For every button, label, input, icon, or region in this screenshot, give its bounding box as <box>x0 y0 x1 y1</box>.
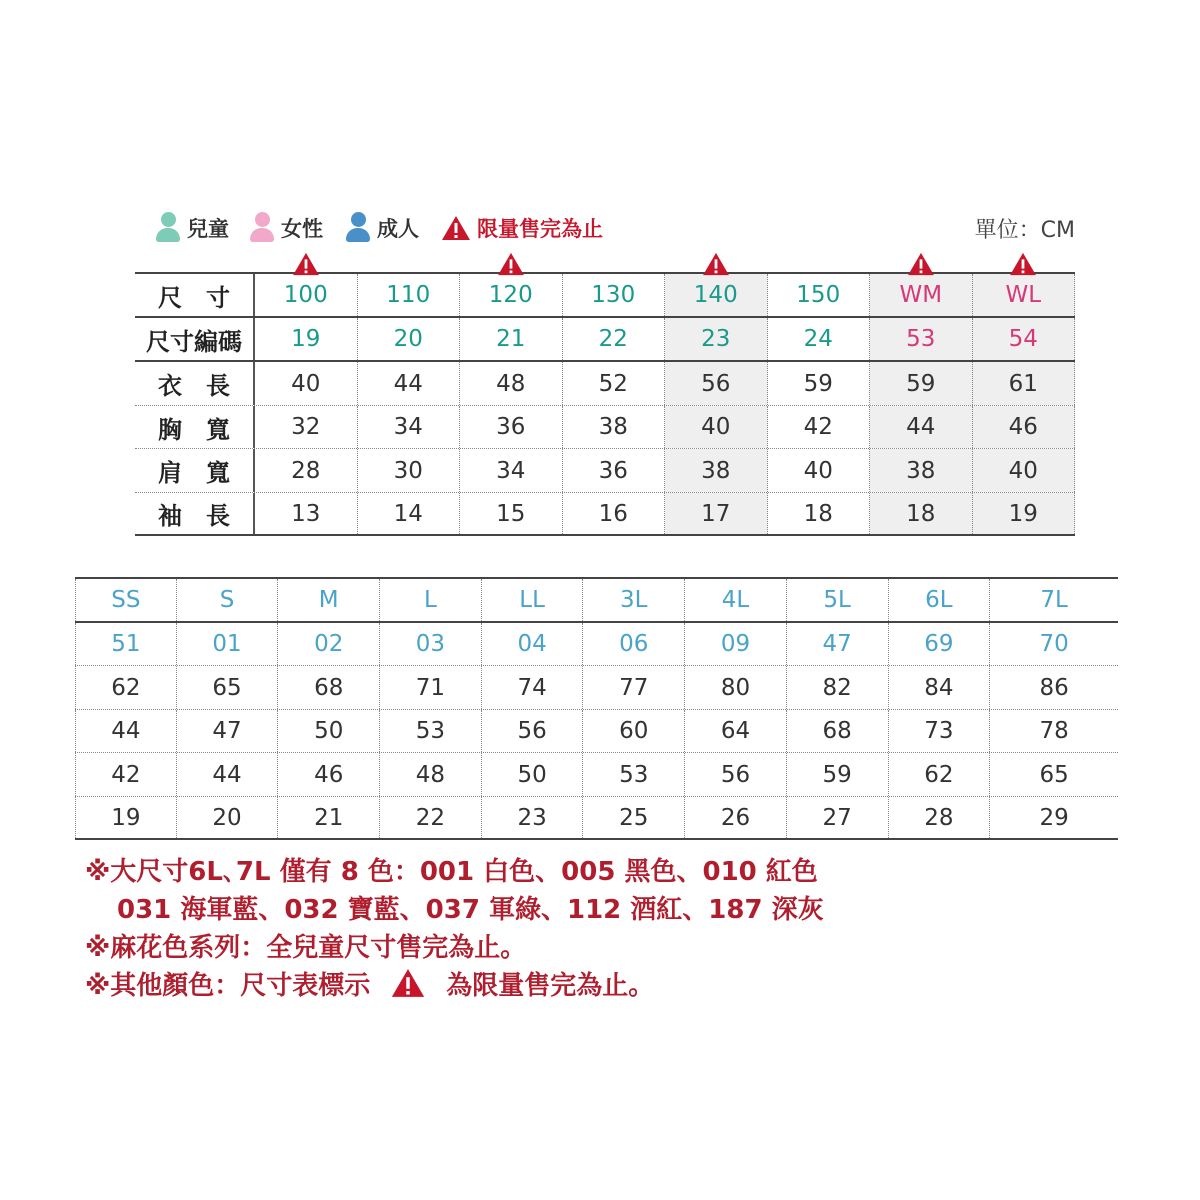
adult-size-cell: 4L <box>685 579 787 621</box>
legend-adult <box>345 208 419 248</box>
warning-icon <box>496 252 526 276</box>
chest-cell: 46 <box>973 406 1076 448</box>
legend-limited-label: 限量售完為止 <box>477 217 603 241</box>
sleeve-cell: 15 <box>460 493 563 534</box>
length-cell: 59 <box>870 362 973 405</box>
shoulder-cell: 38 <box>870 449 973 492</box>
adult-chest-cell: 64 <box>685 710 787 752</box>
legend-female <box>249 208 323 248</box>
adult-chest-cell: 50 <box>278 710 380 752</box>
adult-length-cell: 77 <box>583 666 685 709</box>
row-label-chest: 胸 寬 <box>135 406 255 448</box>
sleeve-cell: 16 <box>563 493 666 534</box>
adult-sleeve-cell: 20 <box>177 797 279 838</box>
chest-cell: 44 <box>870 406 973 448</box>
adult-code-cell: 51 <box>75 623 177 665</box>
adult-shoulder-cell: 62 <box>889 753 991 796</box>
warning-icon <box>701 252 731 276</box>
length-cell: 61 <box>973 362 1076 405</box>
sleeve-cell: 13 <box>255 493 358 534</box>
chest-row <box>135 405 1075 448</box>
adult-size-cell: M <box>278 579 380 621</box>
adult-sleeve-cell: 19 <box>75 797 177 838</box>
shoulder-cell: 40 <box>768 449 871 492</box>
adult-shoulder-cell: 44 <box>177 753 279 796</box>
note-line-2: 031 海軍藍、032 寶藍、037 軍綠、112 酒紅、187 深灰 <box>117 894 824 925</box>
warning-icon <box>291 252 321 276</box>
size-cell: WM <box>870 274 973 316</box>
legend-adult-label: 成人 <box>377 217 419 241</box>
adult-sleeve-cell: 29 <box>1039 804 1069 831</box>
length-cell: 48 <box>460 362 563 405</box>
row-label-length: 衣 長 <box>135 362 255 405</box>
adult-code-cell: 06 <box>583 623 685 665</box>
adult-sleeve-cell: 23 <box>482 797 584 838</box>
female-person-icon <box>249 210 275 246</box>
adult-chest-cell: 73 <box>889 710 991 752</box>
sleeve-cell: 18 <box>768 493 871 534</box>
adult-code-cell: 09 <box>685 623 787 665</box>
adult-size-cell: SS <box>75 579 177 621</box>
code-row <box>135 316 1075 360</box>
size-cell: 140 <box>665 274 768 316</box>
shoulder-cell: 30 <box>358 449 461 492</box>
adult-size-row <box>75 577 1118 621</box>
adult-shoulder-row <box>75 752 1118 796</box>
code-cell: 20 <box>358 318 461 360</box>
length-row <box>135 360 1075 405</box>
adult-sleeve-cell: 28 <box>889 797 991 838</box>
note-line-4 <box>85 964 985 1002</box>
chest-cell: 40 <box>665 406 768 448</box>
adult-sleeve-cell: 21 <box>278 797 380 838</box>
adult-chest-cell: 56 <box>482 710 584 752</box>
adult-chest-cell: 53 <box>380 710 482 752</box>
length-cell: 44 <box>358 362 461 405</box>
adult-shoulder-cell: 59 <box>787 753 889 796</box>
adult-length-cell: 80 <box>685 666 787 709</box>
adult-code-cell: 04 <box>482 623 584 665</box>
adult-length-cell: 71 <box>380 666 482 709</box>
adult-size-cell: S <box>177 579 279 621</box>
length-cell: 56 <box>665 362 768 405</box>
note-line-4-prefix: ※其他顏色：尺寸表標示 <box>85 970 371 1001</box>
legend-female-label: 女性 <box>281 217 323 241</box>
shoulder-cell: 38 <box>665 449 768 492</box>
size-cell: 150 <box>768 274 871 316</box>
adult-code-cell: 02 <box>278 623 380 665</box>
sleeve-cell: 14 <box>358 493 461 534</box>
unit-label: 單位：CM <box>974 217 1075 243</box>
child-person-icon <box>155 210 181 246</box>
shoulder-cell: 34 <box>460 449 563 492</box>
adult-sleeve-cell: 26 <box>685 797 787 838</box>
note-line-4-suffix: 為限量售完為止。 <box>446 970 655 1001</box>
warning-icon <box>906 252 936 276</box>
adult-length-cell: 84 <box>889 666 991 709</box>
chest-cell: 34 <box>358 406 461 448</box>
shoulder-row <box>135 448 1075 492</box>
adult-chest-cell: 60 <box>583 710 685 752</box>
adult-shoulder-cell: 65 <box>1039 761 1069 788</box>
warning-icon <box>1008 252 1038 276</box>
adult-sleeve-cell: 27 <box>787 797 889 838</box>
adult-size-cell: 6L <box>889 579 991 621</box>
row-label-size: 尺 寸 <box>135 274 255 316</box>
adult-chest-cell: 47 <box>177 710 279 752</box>
row-label-shoulder: 肩 寬 <box>135 449 255 492</box>
chest-cell: 32 <box>255 406 358 448</box>
size-cell: 120 <box>460 274 563 316</box>
adult-length-cell: 68 <box>278 666 380 709</box>
adult-length-cell: 86 <box>1039 674 1069 701</box>
sleeve-cell: 19 <box>973 493 1076 534</box>
adult-length-cell: 65 <box>177 666 279 709</box>
size-cell: WL <box>973 274 1076 316</box>
adult-shoulder-cell: 42 <box>75 753 177 796</box>
adult-chest-cell: 44 <box>75 710 177 752</box>
code-cell: 19 <box>255 318 358 360</box>
chest-cell: 42 <box>768 406 871 448</box>
adult-length-row <box>75 665 1118 709</box>
adult-length-cell: 82 <box>787 666 889 709</box>
length-cell: 59 <box>768 362 871 405</box>
adult-sleeve-cell: 22 <box>380 797 482 838</box>
shoulder-cell: 28 <box>255 449 358 492</box>
adult-code-cell: 70 <box>1039 631 1069 657</box>
adult-sleeve-row <box>75 796 1118 840</box>
adult-sleeve-cell: 25 <box>583 797 685 838</box>
adult-shoulder-cell: 48 <box>380 753 482 796</box>
adult-code-cell: 01 <box>177 623 279 665</box>
adult-length-cell: 74 <box>482 666 584 709</box>
adult-shoulder-cell: 50 <box>482 753 584 796</box>
code-cell: 22 <box>563 318 666 360</box>
legend-limited <box>441 208 603 248</box>
notes <box>85 850 985 1002</box>
shoulder-cell: 40 <box>973 449 1076 492</box>
code-cell: 23 <box>665 318 768 360</box>
adult-size-table <box>75 577 1118 840</box>
sleeve-cell: 18 <box>870 493 973 534</box>
adult-size-cell: L <box>380 579 482 621</box>
sleeve-cell: 17 <box>665 493 768 534</box>
adult-size-cell: 5L <box>787 579 889 621</box>
length-cell: 40 <box>255 362 358 405</box>
warning-icon <box>390 968 426 998</box>
code-cell: 54 <box>973 318 1076 360</box>
size-cell: 100 <box>255 274 358 316</box>
size-row <box>135 272 1075 316</box>
size-cell: 110 <box>358 274 461 316</box>
adult-chest-cell: 78 <box>1039 718 1069 744</box>
note-line-1: ※大尺寸6L､7L 僅有 8 色：001 白色、005 黑色、010 紅色 <box>85 856 818 887</box>
warning-icon <box>441 215 471 241</box>
adult-person-icon <box>345 210 371 246</box>
kids-women-size-table <box>135 272 1075 536</box>
adult-code-cell: 47 <box>787 623 889 665</box>
code-cell: 53 <box>870 318 973 360</box>
size-cell: 130 <box>563 274 666 316</box>
row-label-sleeve: 袖 長 <box>135 493 255 534</box>
code-cell: 24 <box>768 318 871 360</box>
adult-size-cell: 7L <box>1040 587 1068 613</box>
legend-child <box>155 208 229 248</box>
adult-code-cell: 03 <box>380 623 482 665</box>
shoulder-cell: 36 <box>563 449 666 492</box>
adult-length-cell: 62 <box>75 666 177 709</box>
legend <box>155 208 1075 248</box>
code-cell: 21 <box>460 318 563 360</box>
adult-size-cell: LL <box>482 579 584 621</box>
adult-chest-row <box>75 709 1118 752</box>
note-line-3: ※麻花色系列：全兒童尺寸售完為止。 <box>85 932 527 963</box>
row-label-code: 尺寸編碼 <box>135 318 255 360</box>
legend-child-label: 兒童 <box>187 217 229 241</box>
chest-cell: 38 <box>563 406 666 448</box>
adult-code-row <box>75 621 1118 665</box>
adult-shoulder-cell: 56 <box>685 753 787 796</box>
adult-shoulder-cell: 53 <box>583 753 685 796</box>
adult-code-cell: 69 <box>889 623 991 665</box>
chest-cell: 36 <box>460 406 563 448</box>
sleeve-row <box>135 492 1075 536</box>
adult-shoulder-cell: 46 <box>278 753 380 796</box>
adult-chest-cell: 68 <box>787 710 889 752</box>
adult-size-cell: 3L <box>583 579 685 621</box>
length-cell: 52 <box>563 362 666 405</box>
